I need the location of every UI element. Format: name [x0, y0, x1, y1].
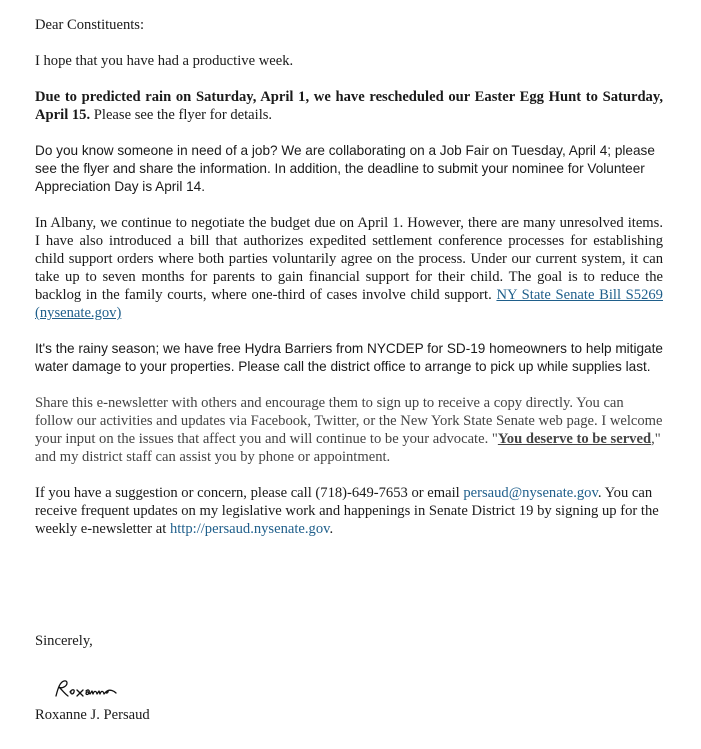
rainy-season-paragraph: It's the rainy season; we have free Hydra Barriers from NYCDEP for SD-19 homeowners to help mitigate water damage to your properties. Please call the district office to arrange to pick up while supplies last. — [35, 341, 663, 374]
contact-paragraph — [35, 484, 663, 538]
handwritten-signature — [52, 676, 132, 704]
albany-paragraph — [35, 214, 663, 322]
contact-text-end: . — [329, 521, 334, 537]
egg-hunt-bold-text: Due to predicted rain on Saturday, April 1, we have rescheduled our Easter Egg Hunt to Saturday, April 15. — [35, 89, 663, 123]
intro-paragraph: I hope that you have had a productive week. — [35, 53, 294, 69]
job-fair-paragraph: Do you know someone in need of a job? We are collaborating on a Job Fair on Tuesday, April 4; please see the flyer and share the information. In addition, the deadline to submit your nominee for Volunteer Appreciation Day is April 14. — [35, 143, 655, 194]
email-link[interactable]: persaud@nysenate.gov — [463, 485, 598, 501]
share-text: Share this e-newsletter with others and encourage them to sign up to receive a copy directly. You can follow our activities and updates via Facebook, Twitter, or the New York State Senate web page. I welcome your input on the issues that affect you and will continue to be your advocate. " — [35, 395, 663, 447]
share-text-end: ," and my district staff can assist you by phone or appointment. — [35, 431, 661, 465]
website-link[interactable]: http://persaud.nysenate.gov — [169, 521, 330, 537]
share-paragraph — [35, 394, 663, 466]
greeting: Dear Constituents: — [35, 17, 145, 33]
egg-hunt-rest-text: Please see the flyer for details. — [90, 107, 273, 123]
contact-text: If you have a suggestion or concern, please call (718)-649-7653 or email — [35, 485, 464, 501]
signer-name: Roxanne J. Persaud — [35, 707, 150, 723]
contact-text-2: . You can receive frequent updates on my legislative work and happenings in Senate District 19 by signing up for the weekly e-newsletter at — [35, 485, 659, 537]
egg-hunt-paragraph — [35, 88, 663, 124]
closing: Sincerely, — [35, 633, 93, 649]
bill-link[interactable]: NY State Senate Bill S5269 (nysenate.gov) — [35, 287, 663, 321]
letter-body — [35, 16, 663, 538]
albany-text: In Albany, we continue to negotiate the budget due on April 1. However, there are many unresolved items. I have also introduced a bill that authorizes expedited settlement conference processes for establishing child support orders where both parties voluntarily agree on the process. Under our current system, it can take up to seven months for parents to gain financial support for their child. The goal is to reduce the backlog in the family courts, where one-third of cases involve child support. — [35, 215, 663, 303]
served-slogan: You deserve to be served — [497, 431, 652, 447]
